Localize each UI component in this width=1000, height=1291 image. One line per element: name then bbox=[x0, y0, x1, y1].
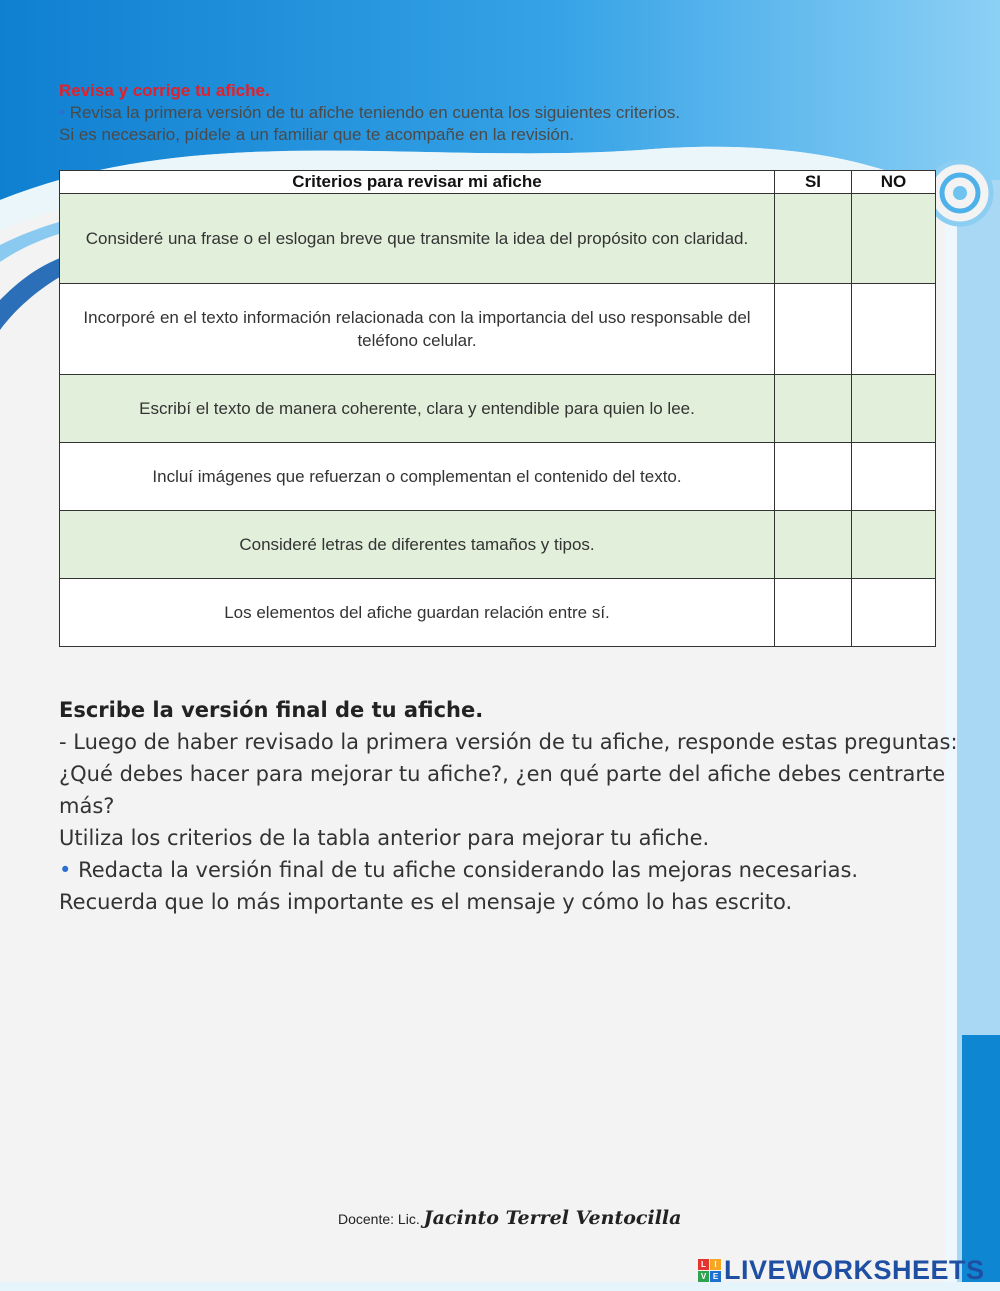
table-header-row bbox=[60, 171, 936, 194]
si-checkbox[interactable] bbox=[775, 579, 852, 647]
header-criteria: Criterios para revisar mi afiche bbox=[60, 171, 775, 194]
header-no: NO bbox=[852, 171, 936, 194]
logo-tile-l: L bbox=[698, 1259, 709, 1270]
final-paragraph-1: - Luego de haber revisado la primera versión de tu afiche, responde estas preguntas: ¿Qué debes hacer para mejorar tu afiche?, ¿en qué parte del afiche debes centrarte más? bbox=[59, 730, 958, 818]
criterion-text: Incluí imágenes que refuerzan o complementan el contenido del texto. bbox=[60, 443, 775, 511]
teacher-credit bbox=[338, 1207, 681, 1229]
table-row bbox=[60, 194, 936, 284]
final-paragraph-2: Utiliza los criterios de la tabla anterior para mejorar tu afiche. bbox=[59, 826, 710, 850]
si-checkbox[interactable] bbox=[775, 375, 852, 443]
instruction-line-1 bbox=[59, 102, 939, 124]
si-checkbox[interactable] bbox=[775, 511, 852, 579]
teacher-label: Docente: Lic. bbox=[338, 1211, 420, 1227]
criterion-text: Escribí el texto de manera coherente, clara y entendible para quien lo lee. bbox=[60, 375, 775, 443]
logo-tile-i: I bbox=[710, 1259, 721, 1270]
brand-name: LIVEWORKSHEETS bbox=[724, 1255, 985, 1285]
si-checkbox[interactable] bbox=[775, 443, 852, 511]
si-checkbox[interactable] bbox=[775, 194, 852, 284]
bullet-icon: • bbox=[59, 103, 65, 122]
teacher-signature: Jacinto Terrel Ventocilla bbox=[423, 1207, 682, 1229]
instruction-text-1: Revisa la primera versión de tu afiche teniendo en cuenta los siguientes criterios. bbox=[69, 103, 681, 122]
no-checkbox[interactable] bbox=[852, 375, 936, 443]
criterion-text: Incorporé en el texto información relacionada con la importancia del uso responsable del teléfono celular. bbox=[60, 284, 775, 375]
bullet-icon: • bbox=[59, 858, 72, 882]
final-title: Escribe la versión final de tu afiche. bbox=[59, 698, 484, 722]
final-paragraph-3-text: Redacta la versión final de tu afiche considerando las mejoras necesarias. bbox=[78, 858, 859, 882]
table-row bbox=[60, 443, 936, 511]
no-checkbox[interactable] bbox=[852, 284, 936, 375]
table-row bbox=[60, 511, 936, 579]
logo-tile-v: V bbox=[698, 1271, 709, 1282]
header-si: SI bbox=[775, 171, 852, 194]
criterion-text: Consideré letras de diferentes tamaños y tipos. bbox=[60, 511, 775, 579]
section-title: Revisa y corrige tu afiche. bbox=[59, 81, 270, 100]
liveworksheets-logo-icon bbox=[698, 1259, 721, 1282]
final-paragraph-3 bbox=[59, 854, 959, 886]
table-row bbox=[60, 579, 936, 647]
criteria-table bbox=[59, 170, 936, 647]
criterion-text: Consideré una frase o el eslogan breve que transmite la idea del propósito con claridad. bbox=[60, 194, 775, 284]
no-checkbox[interactable] bbox=[852, 511, 936, 579]
liveworksheets-logo bbox=[698, 1255, 985, 1286]
no-checkbox[interactable] bbox=[852, 579, 936, 647]
table-row bbox=[60, 284, 936, 375]
no-checkbox[interactable] bbox=[852, 443, 936, 511]
criterion-text: Los elementos del afiche guardan relación entre sí. bbox=[60, 579, 775, 647]
si-checkbox[interactable] bbox=[775, 284, 852, 375]
table-row bbox=[60, 375, 936, 443]
header-section bbox=[59, 80, 939, 146]
no-checkbox[interactable] bbox=[852, 194, 936, 284]
logo-tile-e: E bbox=[710, 1271, 721, 1282]
final-paragraph-4: Recuerda que lo más importante es el mensaje y cómo lo has escrito. bbox=[59, 890, 793, 914]
final-version-section bbox=[59, 694, 959, 918]
instruction-line-2: Si es necesario, pídele a un familiar que te acompañe en la revisión. bbox=[59, 125, 575, 144]
